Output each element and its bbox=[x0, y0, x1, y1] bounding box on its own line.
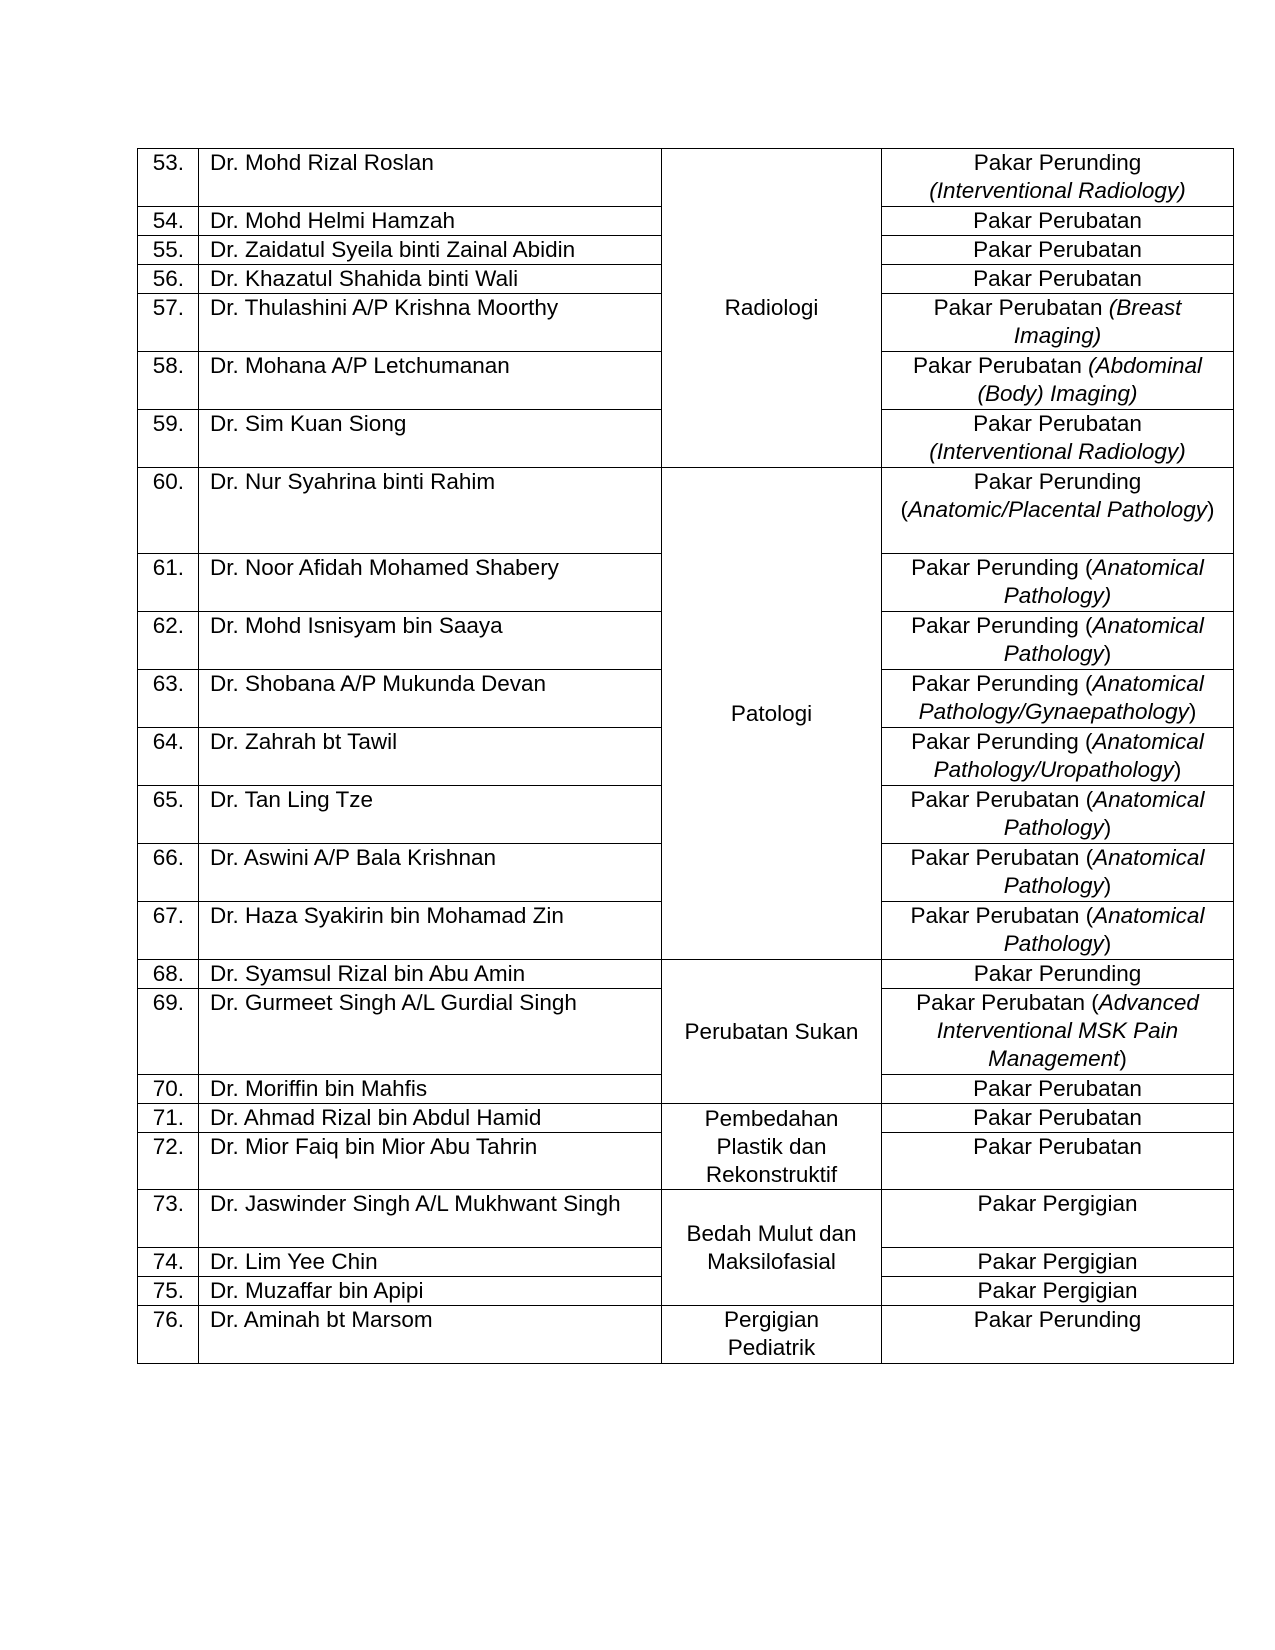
department-cell: Perubatan Sukan bbox=[662, 960, 882, 1104]
position-cell: Pakar Pergigian bbox=[882, 1248, 1234, 1277]
position-cell: Pakar Perubatan bbox=[882, 236, 1234, 265]
position-cell: Pakar Perunding (Anatomical Pathology/Uropathology) bbox=[882, 728, 1234, 786]
position-cell: Pakar Perubatan bbox=[882, 207, 1234, 236]
doctor-name: Dr. Mohd Helmi Hamzah bbox=[199, 207, 662, 236]
doctor-name: Dr. Zahrah bt Tawil bbox=[199, 728, 662, 786]
position-cell: Pakar Perubatan bbox=[882, 1104, 1234, 1133]
department-cell: Bedah Mulut dan Maksilofasial bbox=[662, 1190, 882, 1306]
row-number: 54. bbox=[138, 207, 199, 236]
table-row bbox=[138, 1190, 1234, 1248]
row-number: 63. bbox=[138, 670, 199, 728]
row-number: 73. bbox=[138, 1190, 199, 1248]
table-row bbox=[138, 1104, 1234, 1133]
doctor-name: Dr. Lim Yee Chin bbox=[199, 1248, 662, 1277]
table-row bbox=[138, 1306, 1234, 1364]
position-cell: Pakar Perubatan (Anatomical Pathology) bbox=[882, 786, 1234, 844]
row-number: 70. bbox=[138, 1075, 199, 1104]
doctor-name: Dr. Moriffin bin Mahfis bbox=[199, 1075, 662, 1104]
row-number: 60. bbox=[138, 468, 199, 554]
department-cell: Pergigian Pediatrik bbox=[662, 1306, 882, 1364]
position-cell: Pakar Perubatan (Anatomical Pathology) bbox=[882, 844, 1234, 902]
position-cell: Pakar Perunding bbox=[882, 960, 1234, 989]
doctor-name: Dr. Khazatul Shahida binti Wali bbox=[199, 265, 662, 294]
row-number: 59. bbox=[138, 410, 199, 468]
doctor-name: Dr. Muzaffar bin Apipi bbox=[199, 1277, 662, 1306]
doctor-name: Dr. Noor Afidah Mohamed Shabery bbox=[199, 554, 662, 612]
doctor-name: Dr. Gurmeet Singh A/L Gurdial Singh bbox=[199, 989, 662, 1075]
row-number: 69. bbox=[138, 989, 199, 1075]
row-number: 64. bbox=[138, 728, 199, 786]
row-number: 75. bbox=[138, 1277, 199, 1306]
position-cell: Pakar Perunding bbox=[882, 1306, 1234, 1364]
position-cell: Pakar Perubatan bbox=[882, 265, 1234, 294]
row-number: 57. bbox=[138, 294, 199, 352]
department-cell: Radiologi bbox=[662, 149, 882, 468]
department-cell: Pembedahan Plastik dan Rekonstruktif bbox=[662, 1104, 882, 1190]
row-number: 68. bbox=[138, 960, 199, 989]
position-cell: Pakar Perubatan bbox=[882, 1133, 1234, 1190]
row-number: 72. bbox=[138, 1133, 199, 1190]
doctor-name: Dr. Shobana A/P Mukunda Devan bbox=[199, 670, 662, 728]
position-cell: Pakar Perunding (Anatomical Pathology) bbox=[882, 554, 1234, 612]
row-number: 74. bbox=[138, 1248, 199, 1277]
doctor-name: Dr. Nur Syahrina binti Rahim bbox=[199, 468, 662, 554]
doctor-name: Dr. Thulashini A/P Krishna Moorthy bbox=[199, 294, 662, 352]
doctor-name: Dr. Aswini A/P Bala Krishnan bbox=[199, 844, 662, 902]
doctor-name: Dr. Ahmad Rizal bin Abdul Hamid bbox=[199, 1104, 662, 1133]
doctor-name: Dr. Syamsul Rizal bin Abu Amin bbox=[199, 960, 662, 989]
table-row bbox=[138, 468, 1234, 554]
doctor-name: Dr. Mohd Rizal Roslan bbox=[199, 149, 662, 207]
row-number: 56. bbox=[138, 265, 199, 294]
doctor-name: Dr. Zaidatul Syeila binti Zainal Abidin bbox=[199, 236, 662, 265]
position-cell: Pakar Pergigian bbox=[882, 1277, 1234, 1306]
doctor-name: Dr. Aminah bt Marsom bbox=[199, 1306, 662, 1364]
position-cell: Pakar Perunding (Anatomic/Placental Pathology) bbox=[882, 468, 1234, 554]
doctor-name: Dr. Sim Kuan Siong bbox=[199, 410, 662, 468]
position-cell: Pakar Perunding (Anatomical Pathology/Gynaepathology) bbox=[882, 670, 1234, 728]
department-cell: Patologi bbox=[662, 468, 882, 960]
position-cell: Pakar Perubatan (Abdominal (Body) Imaging) bbox=[882, 352, 1234, 410]
row-number: 62. bbox=[138, 612, 199, 670]
position-cell: Pakar Perubatan bbox=[882, 1075, 1234, 1104]
doctor-name: Dr. Mior Faiq bin Mior Abu Tahrin bbox=[199, 1133, 662, 1190]
row-number: 67. bbox=[138, 902, 199, 960]
row-number: 66. bbox=[138, 844, 199, 902]
table-row bbox=[138, 960, 1234, 989]
row-number: 71. bbox=[138, 1104, 199, 1133]
position-cell: Pakar Pergigian bbox=[882, 1190, 1234, 1248]
doctor-name: Dr. Mohana A/P Letchumanan bbox=[199, 352, 662, 410]
position-cell: Pakar Perubatan (Advanced Interventional MSK Pain Management) bbox=[882, 989, 1234, 1075]
doctor-name: Dr. Mohd Isnisyam bin Saaya bbox=[199, 612, 662, 670]
position-cell: Pakar Perubatan (Breast Imaging) bbox=[882, 294, 1234, 352]
position-cell: Pakar Perunding (Interventional Radiology) bbox=[882, 149, 1234, 207]
doctor-name: Dr. Haza Syakirin bin Mohamad Zin bbox=[199, 902, 662, 960]
position-cell: Pakar Perubatan (Interventional Radiology) bbox=[882, 410, 1234, 468]
row-number: 55. bbox=[138, 236, 199, 265]
row-number: 58. bbox=[138, 352, 199, 410]
doctor-name: Dr. Tan Ling Tze bbox=[199, 786, 662, 844]
doctor-name: Dr. Jaswinder Singh A/L Mukhwant Singh bbox=[199, 1190, 662, 1248]
table-row bbox=[138, 149, 1234, 207]
position-cell: Pakar Perunding (Anatomical Pathology) bbox=[882, 612, 1234, 670]
row-number: 65. bbox=[138, 786, 199, 844]
row-number: 61. bbox=[138, 554, 199, 612]
row-number: 53. bbox=[138, 149, 199, 207]
position-cell: Pakar Perubatan (Anatomical Pathology) bbox=[882, 902, 1234, 960]
row-number: 76. bbox=[138, 1306, 199, 1364]
specialist-table bbox=[137, 148, 1234, 1364]
